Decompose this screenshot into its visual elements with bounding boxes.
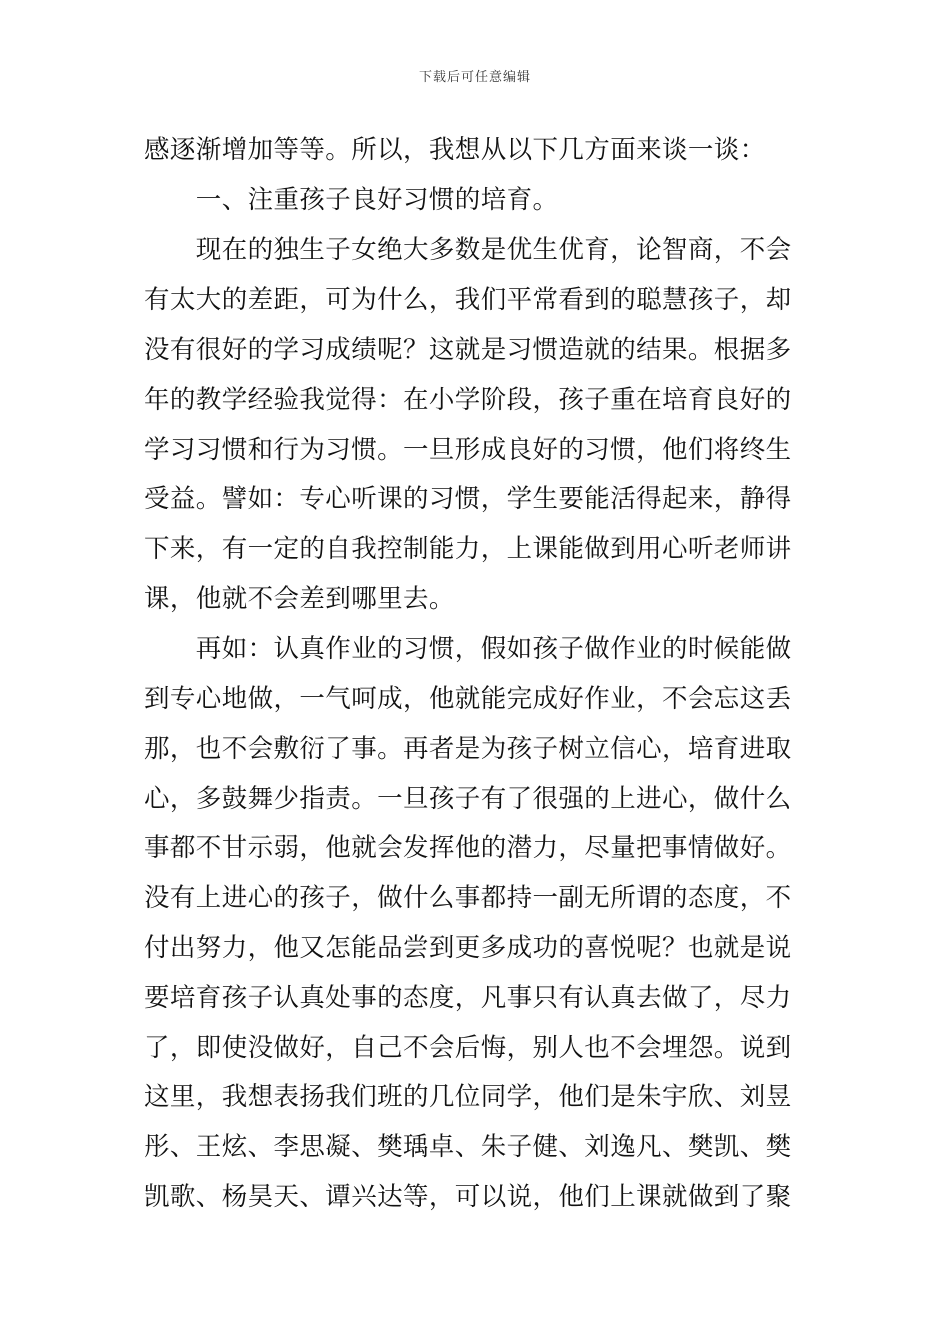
text-line: 现在的独生子女绝大多数是优生优育，论智商，不会	[144, 235, 792, 265]
text-line: 没有很好的学习成绩呢？这就是习惯造就的结果。根据多	[144, 335, 792, 365]
text-line: 彤、王炫、李思凝、樊瑀卓、朱子健、刘逸凡、樊凯、樊	[144, 1132, 792, 1162]
text-line: 心，多鼓舞少指责。一旦孩子有了很强的上进心，做什么	[144, 784, 792, 814]
text-line: 事都不甘示弱，他就会发挥他的潜力，尽量把事情做好。	[144, 833, 792, 863]
text-line: 凯歌、杨昊天、谭兴达等，可以说，他们上课就做到了聚	[144, 1182, 792, 1212]
text-line: 那，也不会敷衍了事。再者是为孩子树立信心，培育进取	[144, 734, 792, 764]
text-line: 到专心地做，一气呵成，他就能完成好作业，不会忘这丢	[144, 684, 792, 714]
text-line: 有太大的差距，可为什么，我们平常看到的聪慧孩子，却	[144, 285, 792, 315]
text-line: 课，他就不会差到哪里去。	[144, 584, 455, 614]
text-line: 了，即使没做好，自己不会后悔，别人也不会埋怨。说到	[144, 1033, 792, 1063]
text-line: 下来，有一定的自我控制能力，上课能做到用心听老师讲	[144, 534, 792, 564]
page-header: 下载后可任意编辑	[418, 70, 531, 85]
text-line: 学习习惯和行为习惯。一旦形成良好的习惯，他们将终生	[144, 435, 792, 465]
text-line: 感逐渐增加等等。所以，我想从以下几方面来谈一谈：	[144, 135, 766, 165]
text-line: 受益。譬如：专心听课的习惯，学生要能活得起来，静得	[144, 484, 792, 514]
text-line: 这里，我想表扬我们班的几位同学，他们是朱宇欣、刘昱	[144, 1082, 792, 1112]
text-line: 付出努力，他又怎能品尝到更多成功的喜悦呢？也就是说	[144, 933, 792, 963]
text-line: 要培育孩子认真处事的态度，凡事只有认真去做了，尽力	[144, 983, 792, 1013]
text-line: 再如：认真作业的习惯，假如孩子做作业的时候能做	[144, 634, 792, 664]
text-line: 年的教学经验我觉得：在小学阶段，孩子重在培育良好的	[144, 385, 792, 415]
section-heading: 一、注重孩子良好习惯的培育。	[144, 185, 559, 215]
text-line: 没有上进心的孩子，做什么事都持一副无所谓的态度，不	[144, 883, 792, 913]
